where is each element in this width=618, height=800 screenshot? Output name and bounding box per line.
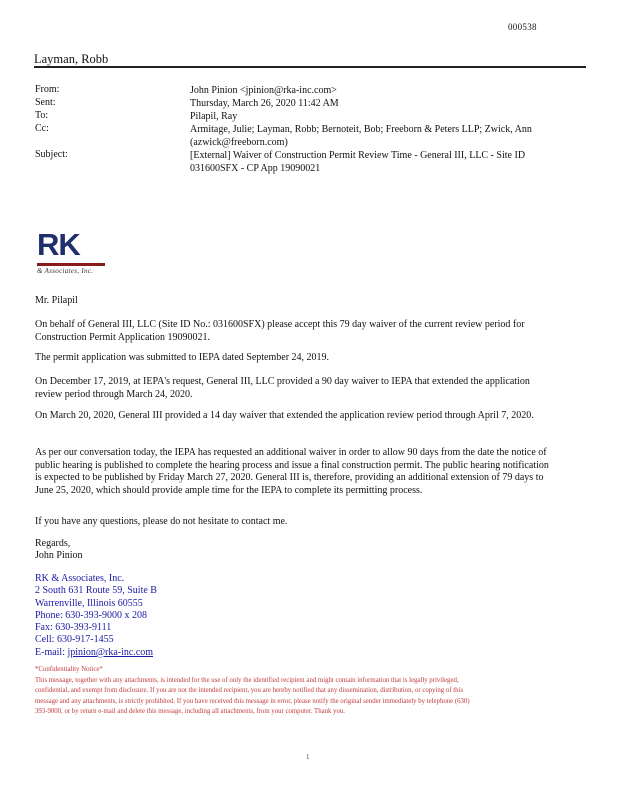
closing-name: John Pinion <box>35 550 83 561</box>
signature-email-line <box>35 647 157 659</box>
paragraph-5: As per our conversation today, the IEPA has requested an additional waiver in order to allow 90 days from the date the notice of public hearing is published to complete the hearing process and issue a final construction permit. The public hearing notification is expected to be published by Friday March 27, 2020. General III is, therefore, providing an additional extension of 79 days to June 25, 2020, which should provide ample time for the IEPA to complete its permitting process. <box>35 447 549 496</box>
signature-phone: Phone: 630-393-9000 x 208 <box>35 609 147 621</box>
greeting: Mr. Pilapil <box>35 295 78 306</box>
paragraph-1: On behalf of General III, LLC (Site ID No.: 031600SFX) please accept this 79 day waiver of the current review period for Construction Permit Application 19090021. <box>35 319 525 343</box>
cc-value: Armitage, Julie; Layman, Robb; Bernoteit, Bob; Freeborn & Peters LLP; Zwick, Ann (azwick@freeborn.com) <box>190 124 532 148</box>
signature-address-2: Warrenville, Illinois 60555 <box>35 597 143 609</box>
email-link[interactable]: jpinion@rka-inc.com <box>67 646 154 658</box>
logo-bar <box>37 263 105 266</box>
company-logo <box>37 229 107 281</box>
signature-block <box>35 573 157 659</box>
signature-address-1: 2 South 631 Route 59, Suite B <box>35 585 157 597</box>
header-divider <box>34 66 586 68</box>
logo-subtitle: & Associates, Inc. <box>37 267 94 275</box>
signature-company: RK & Associates, Inc. <box>35 573 125 584</box>
paragraph-3: On December 17, 2019, at IEPA's request, General III, LLC provided a 90 day waiver to IEPA that extended the application review period through March 24, 2020. <box>35 376 530 400</box>
confidentiality-notice <box>35 665 475 718</box>
sender-name: Layman, Robb <box>34 52 109 66</box>
closing: Regards, <box>35 538 71 549</box>
signature-fax: Fax: 630-393-9111 <box>35 622 112 634</box>
from-label: From: <box>35 84 60 95</box>
cc-label: Cc: <box>35 123 49 134</box>
page-number: 000538 <box>508 22 537 32</box>
signature-cell: Cell: 630-917-1455 <box>35 634 114 646</box>
confidentiality-title: *Confidentiality Notice* <box>35 666 103 673</box>
paragraph-4: On March 20, 2020, General III provided a 14 day waiver that extended the application review period through April 7, 2020. <box>35 410 534 421</box>
subject-value: [External] Waiver of Construction Permit Review Time - General III, LLC - Site ID 031600SFX - CP App 19090021 <box>190 150 526 174</box>
to-label: To: <box>35 110 49 121</box>
paragraph-2: The permit application was submitted to IEPA dated September 24, 2019. <box>35 352 330 363</box>
sent-value: Thursday, March 26, 2020 11:42 AM <box>190 98 339 109</box>
confidentiality-text: This message, together with any attachments, is intended for the use of only the identified recipient and might contain information that is legally privileged, confidential, and exempt from disclosure. If you are not the intended recipient, you are hereby notified that any dissemination, distribution, or copying of this message and any attachments, is strictly prohibited. If you have received this message in error, please notify the original sender immediately by telephone (630) 393-9000, or by return e-mail and delete this message, including all attachments, from your computer. Thank you. <box>35 676 470 716</box>
from-value: John Pinion <jpinion@rka-inc.com> <box>190 85 337 96</box>
sent-label: Sent: <box>35 97 56 108</box>
to-value: Pilapil, Ray <box>190 111 238 122</box>
subject-label: Subject: <box>35 149 68 160</box>
footer-page-number: 1 <box>306 753 310 761</box>
logo-letters: RK <box>37 227 80 262</box>
paragraph-6: If you have any questions, please do not hesitate to contact me. <box>35 516 288 527</box>
email-label: E-mail: <box>35 646 68 658</box>
